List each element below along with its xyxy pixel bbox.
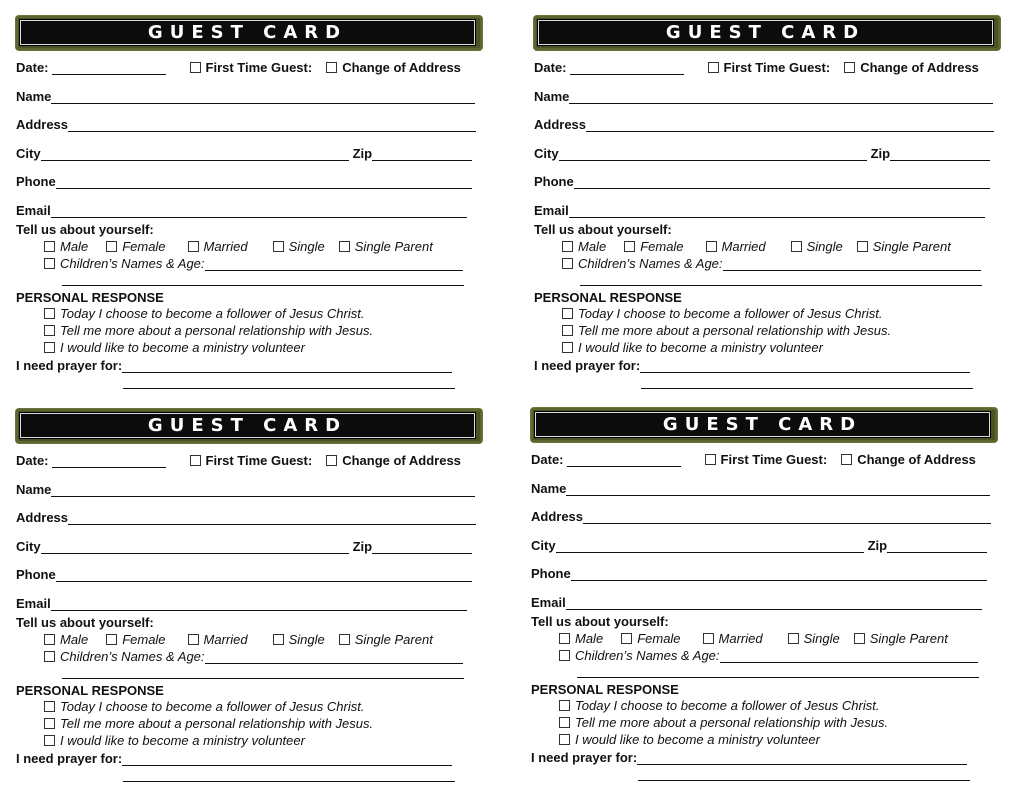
relationship-label: Tell me more about a personal relationship with Jesus. — [60, 716, 374, 731]
volunteer-checkbox[interactable] — [562, 342, 573, 353]
address-field[interactable] — [586, 119, 994, 132]
relationship-checkbox[interactable] — [559, 717, 570, 728]
response-row-2 — [44, 716, 373, 731]
first-time-guest-label: First Time Guest: — [205, 453, 313, 468]
zip-label: Zip — [867, 538, 888, 553]
children-field[interactable] — [723, 258, 981, 271]
email-label: Email — [531, 595, 566, 610]
date-field[interactable] — [567, 454, 681, 467]
prayer-field[interactable] — [640, 360, 970, 373]
first-time-guest-label: First Time Guest: — [720, 452, 828, 467]
card-title: GUEST CARD — [665, 22, 866, 43]
follower-label: Today I choose to become a follower of Jesus Christ. — [578, 306, 883, 321]
follower-checkbox[interactable] — [44, 701, 55, 712]
email-field[interactable] — [569, 205, 985, 218]
children-row — [44, 649, 463, 664]
prayer-field-line-2[interactable] — [641, 388, 973, 389]
male-label: Male — [575, 631, 604, 646]
phone-field[interactable] — [56, 176, 472, 189]
response-row-3 — [562, 340, 823, 355]
prayer-field-line-2[interactable] — [638, 780, 970, 781]
children-checkbox[interactable] — [559, 650, 570, 661]
zip-field[interactable] — [887, 540, 987, 553]
guest-card-1 — [16, 16, 484, 401]
tell-us-heading: Tell us about yourself: — [16, 222, 154, 237]
prayer-field-line-2[interactable] — [123, 781, 455, 782]
change-of-address-checkbox[interactable] — [326, 455, 337, 466]
address-row — [531, 509, 991, 524]
children-label: Children’s Names & Age: — [60, 256, 205, 271]
phone-row — [531, 566, 987, 581]
first-time-guest-checkbox[interactable] — [190, 455, 201, 466]
male-label: Male — [60, 239, 89, 254]
prayer-field[interactable] — [122, 360, 452, 373]
email-field[interactable] — [566, 597, 982, 610]
first-time-guest-label: First Time Guest: — [205, 60, 313, 75]
card-header — [16, 16, 482, 50]
female-checkbox[interactable] — [106, 634, 117, 645]
volunteer-checkbox[interactable] — [44, 735, 55, 746]
address-row — [16, 117, 476, 132]
email-field[interactable] — [51, 205, 467, 218]
prayer-field-line-2[interactable] — [123, 388, 455, 389]
male-label: Male — [578, 239, 607, 254]
single-label: Single — [803, 631, 840, 646]
children-field[interactable] — [720, 650, 978, 663]
response-row-2 — [44, 323, 373, 338]
male-checkbox[interactable] — [562, 241, 573, 252]
male-label: Male — [60, 632, 89, 647]
response-row-1 — [44, 699, 364, 714]
single-checkbox[interactable] — [791, 241, 802, 252]
prayer-label: I need prayer for: — [534, 358, 641, 373]
personal-response-heading: PERSONAL RESPONSE — [534, 290, 682, 305]
response-row-3 — [44, 340, 305, 355]
change-of-address-label: Change of Address — [342, 60, 461, 75]
relationship-label: Tell me more about a personal relationship with Jesus. — [60, 323, 374, 338]
email-row — [531, 595, 982, 610]
date-field[interactable] — [570, 62, 684, 75]
male-checkbox[interactable] — [44, 634, 55, 645]
date-row — [531, 452, 976, 467]
email-label: Email — [534, 203, 569, 218]
demographic-options — [562, 239, 951, 254]
single-parent-label: Single Parent — [354, 239, 433, 254]
single-checkbox[interactable] — [273, 241, 284, 252]
single-label: Single — [288, 239, 325, 254]
card-title: GUEST CARD — [147, 22, 348, 43]
relationship-checkbox[interactable] — [44, 718, 55, 729]
address-row — [16, 510, 476, 525]
children-field-line-2[interactable] — [577, 677, 979, 678]
personal-response-heading: PERSONAL RESPONSE — [531, 682, 679, 697]
guest-card-2 — [534, 16, 1002, 401]
city-label: City — [16, 146, 41, 161]
date-label: Date: — [16, 453, 49, 468]
children-checkbox[interactable] — [44, 258, 55, 269]
prayer-field[interactable] — [122, 753, 452, 766]
email-row — [16, 203, 467, 218]
tell-us-heading: Tell us about yourself: — [534, 222, 672, 237]
name-field[interactable] — [566, 483, 990, 496]
city-field[interactable] — [556, 540, 864, 553]
female-label: Female — [637, 631, 681, 646]
city-row — [16, 539, 472, 554]
phone-label: Phone — [534, 174, 574, 189]
zip-field[interactable] — [372, 148, 472, 161]
date-row — [16, 60, 461, 75]
first-time-guest-checkbox[interactable] — [705, 454, 716, 465]
guest-card-4 — [531, 408, 999, 793]
city-label: City — [534, 146, 559, 161]
tell-us-heading: Tell us about yourself: — [531, 614, 669, 629]
prayer-row — [16, 358, 452, 373]
zip-field[interactable] — [372, 541, 472, 554]
name-field[interactable] — [51, 91, 475, 104]
phone-label: Phone — [531, 566, 571, 581]
email-label: Email — [16, 203, 51, 218]
name-label: Name — [16, 89, 52, 104]
married-label: Married — [203, 239, 248, 254]
zip-label: Zip — [352, 539, 373, 554]
first-time-guest-label: First Time Guest: — [723, 60, 831, 75]
single-parent-checkbox[interactable] — [339, 634, 350, 645]
name-row — [16, 89, 475, 104]
follower-checkbox[interactable] — [562, 308, 573, 319]
address-label: Address — [534, 117, 587, 132]
single-checkbox[interactable] — [788, 633, 799, 644]
married-checkbox[interactable] — [188, 634, 199, 645]
relationship-label: Tell me more about a personal relationship with Jesus. — [578, 323, 892, 338]
response-row-3 — [559, 732, 820, 747]
female-checkbox[interactable] — [621, 633, 632, 644]
single-parent-checkbox[interactable] — [857, 241, 868, 252]
children-field[interactable] — [205, 651, 463, 664]
address-row — [534, 117, 994, 132]
prayer-row — [16, 751, 452, 766]
single-parent-checkbox[interactable] — [339, 241, 350, 252]
female-label: Female — [640, 239, 684, 254]
address-label: Address — [531, 509, 584, 524]
single-parent-label: Single Parent — [869, 631, 948, 646]
card-title: GUEST CARD — [662, 414, 863, 435]
volunteer-label: I would like to become a ministry volunteer — [578, 340, 823, 355]
guest-card-3 — [16, 409, 484, 794]
children-label: Children’s Names & Age: — [578, 256, 723, 271]
follower-label: Today I choose to become a follower of Jesus Christ. — [575, 698, 880, 713]
phone-row — [16, 174, 472, 189]
address-field[interactable] — [68, 512, 476, 525]
response-row-3 — [44, 733, 305, 748]
phone-field[interactable] — [574, 176, 990, 189]
volunteer-checkbox[interactable] — [44, 342, 55, 353]
female-label: Female — [122, 632, 166, 647]
card-header — [534, 16, 1000, 50]
city-row — [534, 146, 990, 161]
volunteer-checkbox[interactable] — [559, 734, 570, 745]
name-field[interactable] — [569, 91, 993, 104]
card-header — [16, 409, 482, 443]
phone-row — [16, 567, 472, 582]
female-label: Female — [122, 239, 166, 254]
volunteer-label: I would like to become a ministry volunteer — [60, 733, 305, 748]
name-row — [534, 89, 993, 104]
relationship-checkbox[interactable] — [562, 325, 573, 336]
change-of-address-label: Change of Address — [860, 60, 979, 75]
zip-field[interactable] — [890, 148, 990, 161]
follower-checkbox[interactable] — [44, 308, 55, 319]
tell-us-heading: Tell us about yourself: — [16, 615, 154, 630]
children-row — [559, 648, 978, 663]
phone-field[interactable] — [56, 569, 472, 582]
married-checkbox[interactable] — [188, 241, 199, 252]
children-label: Children’s Names & Age: — [60, 649, 205, 664]
zip-label: Zip — [870, 146, 891, 161]
city-field[interactable] — [559, 148, 867, 161]
children-field[interactable] — [205, 258, 463, 271]
demographic-options — [44, 632, 433, 647]
volunteer-label: I would like to become a ministry volunteer — [60, 340, 305, 355]
personal-response-heading: PERSONAL RESPONSE — [16, 290, 164, 305]
name-label: Name — [534, 89, 570, 104]
response-row-1 — [559, 698, 879, 713]
email-row — [534, 203, 985, 218]
change-of-address-checkbox[interactable] — [326, 62, 337, 73]
first-time-guest-checkbox[interactable] — [708, 62, 719, 73]
date-label: Date: — [534, 60, 567, 75]
city-row — [16, 146, 472, 161]
follower-label: Today I choose to become a follower of Jesus Christ. — [60, 699, 365, 714]
card-title: GUEST CARD — [147, 415, 348, 436]
prayer-row — [531, 750, 967, 765]
name-label: Name — [531, 481, 567, 496]
response-row-2 — [562, 323, 891, 338]
address-field[interactable] — [583, 511, 991, 524]
address-field[interactable] — [68, 119, 476, 132]
zip-label: Zip — [352, 146, 373, 161]
name-row — [16, 482, 475, 497]
date-label: Date: — [16, 60, 49, 75]
date-field[interactable] — [52, 455, 166, 468]
date-row — [16, 453, 461, 468]
name-row — [531, 481, 990, 496]
change-of-address-label: Change of Address — [857, 452, 976, 467]
single-label: Single — [288, 632, 325, 647]
relationship-label: Tell me more about a personal relationship with Jesus. — [575, 715, 889, 730]
children-field-line-2[interactable] — [62, 678, 464, 679]
address-label: Address — [16, 510, 69, 525]
phone-row — [534, 174, 990, 189]
city-field[interactable] — [41, 541, 349, 554]
change-of-address-label: Change of Address — [342, 453, 461, 468]
married-label: Married — [721, 239, 766, 254]
male-checkbox[interactable] — [559, 633, 570, 644]
address-label: Address — [16, 117, 69, 132]
demographic-options — [559, 631, 948, 646]
children-field-line-2[interactable] — [580, 285, 982, 286]
city-label: City — [531, 538, 556, 553]
card-header — [531, 408, 997, 442]
email-field[interactable] — [51, 598, 467, 611]
married-checkbox[interactable] — [703, 633, 714, 644]
follower-label: Today I choose to become a follower of Jesus Christ. — [60, 306, 365, 321]
married-label: Married — [718, 631, 763, 646]
first-time-guest-checkbox[interactable] — [190, 62, 201, 73]
female-checkbox[interactable] — [106, 241, 117, 252]
phone-field[interactable] — [571, 568, 987, 581]
name-label: Name — [16, 482, 52, 497]
single-parent-label: Single Parent — [872, 239, 951, 254]
response-row-2 — [559, 715, 888, 730]
children-row — [44, 256, 463, 271]
prayer-row — [534, 358, 970, 373]
phone-label: Phone — [16, 567, 56, 582]
children-field-line-2[interactable] — [62, 285, 464, 286]
response-row-1 — [44, 306, 364, 321]
single-parent-label: Single Parent — [354, 632, 433, 647]
change-of-address-checkbox[interactable] — [841, 454, 852, 465]
children-row — [562, 256, 981, 271]
name-field[interactable] — [51, 484, 475, 497]
single-parent-checkbox[interactable] — [854, 633, 865, 644]
email-label: Email — [16, 596, 51, 611]
married-checkbox[interactable] — [706, 241, 717, 252]
single-label: Single — [806, 239, 843, 254]
personal-response-heading: PERSONAL RESPONSE — [16, 683, 164, 698]
female-checkbox[interactable] — [624, 241, 635, 252]
city-row — [531, 538, 987, 553]
date-row — [534, 60, 979, 75]
follower-checkbox[interactable] — [559, 700, 570, 711]
male-checkbox[interactable] — [44, 241, 55, 252]
prayer-field[interactable] — [637, 752, 967, 765]
demographic-options — [44, 239, 433, 254]
married-label: Married — [203, 632, 248, 647]
relationship-checkbox[interactable] — [44, 325, 55, 336]
phone-label: Phone — [16, 174, 56, 189]
children-checkbox[interactable] — [562, 258, 573, 269]
prayer-label: I need prayer for: — [16, 358, 123, 373]
city-label: City — [16, 539, 41, 554]
date-label: Date: — [531, 452, 564, 467]
volunteer-label: I would like to become a ministry volunteer — [575, 732, 820, 747]
change-of-address-checkbox[interactable] — [844, 62, 855, 73]
response-row-1 — [562, 306, 882, 321]
date-field[interactable] — [52, 62, 166, 75]
single-checkbox[interactable] — [273, 634, 284, 645]
prayer-label: I need prayer for: — [16, 751, 123, 766]
children-label: Children’s Names & Age: — [575, 648, 720, 663]
email-row — [16, 596, 467, 611]
city-field[interactable] — [41, 148, 349, 161]
prayer-label: I need prayer for: — [531, 750, 638, 765]
children-checkbox[interactable] — [44, 651, 55, 662]
